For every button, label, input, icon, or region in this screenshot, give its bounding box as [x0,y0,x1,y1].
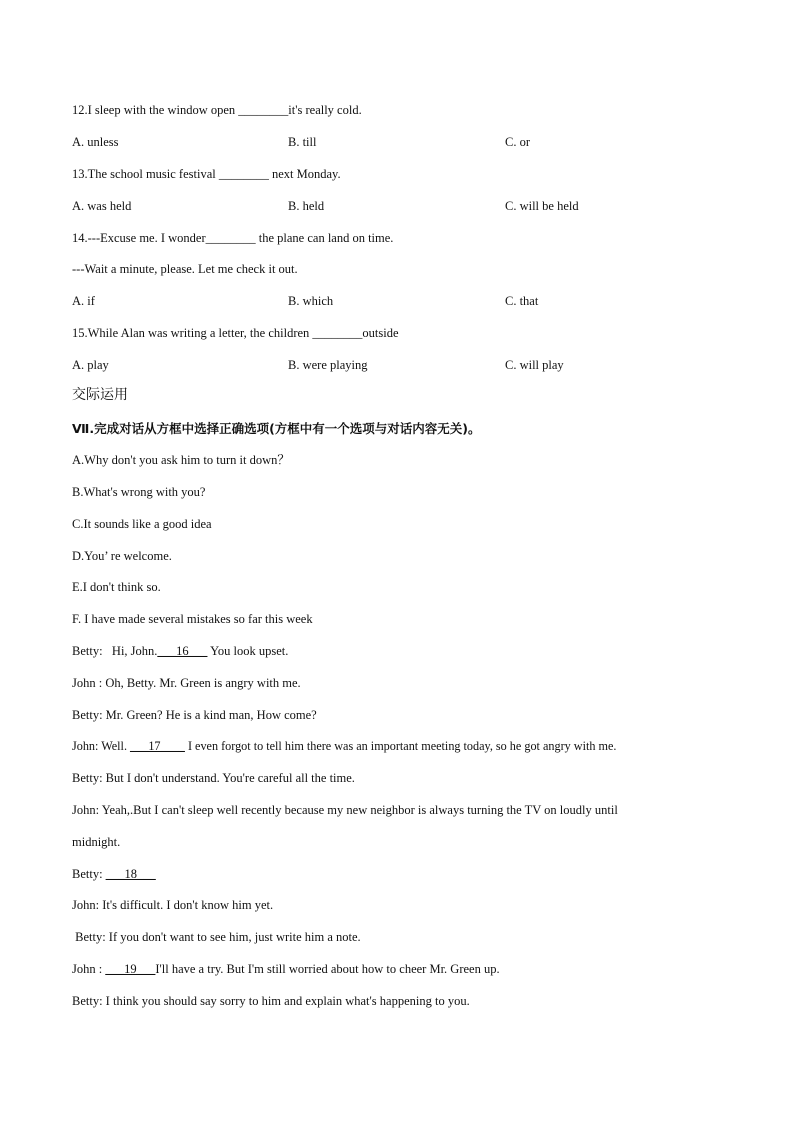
q12-option-a: A. unless [72,135,119,149]
dialogue-line-3: Betty: Mr. Green? He is a kind man, How come? [72,708,317,722]
dialogue-line-2: John : Oh, Betty. Mr. Green is angry with me. [72,676,301,690]
q15-option-b: B. were playing [288,358,368,372]
dialogue-line-4 [72,738,616,754]
dialogue-line-8 [72,866,156,882]
blank-19: ___19___ [105,962,156,976]
q15-option-c: C. will play [505,358,564,372]
dialogue-text: I even forgot to tell him there was an important meeting today, so he got angry with me. [184,739,617,753]
dialogue-line-6: John: Yeah,.But I can't sleep well recently because my new neighbor is always turning the TV on loudly until [72,803,618,817]
dialogue-line-1 [72,643,288,659]
q12-option-c: C. or [505,135,530,149]
dialogue-line-5: Betty: But I don't understand. You're careful all the time. [72,771,355,785]
question-12-stem: 12.I sleep with the window open ________it's really cold. [72,103,362,117]
blank-18: ___18___ [105,867,156,881]
dialogue-line-10: Betty: If you don't want to see him, just write him a note. [72,930,361,944]
choice-b: B.What's wrong with you? [72,485,206,499]
choice-c: C.It sounds like a good idea [72,517,212,531]
question-14-reply: ---Wait a minute, please. Let me check it out. [72,262,298,276]
blank-16: ___16___ [157,644,208,658]
speaker-text: Betty: [72,867,106,881]
q14-option-c: C. that [505,294,539,308]
section-instruction: Ⅶ.完成对话从方框中选择正确选项(方框中有一个选项与对话内容无关)。 [72,421,481,436]
dialogue-text: You look upset. [207,644,289,658]
q12-option-b: B. till [288,135,317,149]
blank-17: ___17____ [130,739,185,753]
q15-option-a: A. play [72,358,109,372]
question-14-stem: 14.---Excuse me. I wonder________ the plane can land on time. [72,231,394,245]
choice-a: A.Why don't you ask him to turn it down？ [72,453,290,467]
speaker-text: John : [72,962,106,976]
q13-option-a: A. was held [72,199,132,213]
q14-option-b: B. which [288,294,334,308]
dialogue-text: I'll have a try. But I'm still worried about how to cheer Mr. Green up. [155,962,500,976]
speaker-text: Betty: Hi, John. [72,644,158,658]
q13-option-c: C. will be held [505,199,579,213]
q14-option-a: A. if [72,294,95,308]
dialogue-line-7: midnight. [72,835,121,849]
q13-option-b: B. held [288,199,325,213]
speaker-text: John: Well. [72,739,131,753]
dialogue-line-9: John: It's difficult. I don't know him yet. [72,898,274,912]
choice-e: E.I don't think so. [72,580,161,594]
choice-d: D.You’ re welcome. [72,549,172,563]
choice-f: F. I have made several mistakes so far this week [72,612,313,626]
section-title: 交际运用 [72,387,128,403]
question-13-stem: 13.The school music festival ________ next Monday. [72,167,341,181]
dialogue-line-11 [72,961,500,977]
question-15-stem: 15.While Alan was writing a letter, the children ________outside [72,326,399,340]
dialogue-line-12: Betty: I think you should say sorry to him and explain what's happening to you. [72,994,470,1008]
